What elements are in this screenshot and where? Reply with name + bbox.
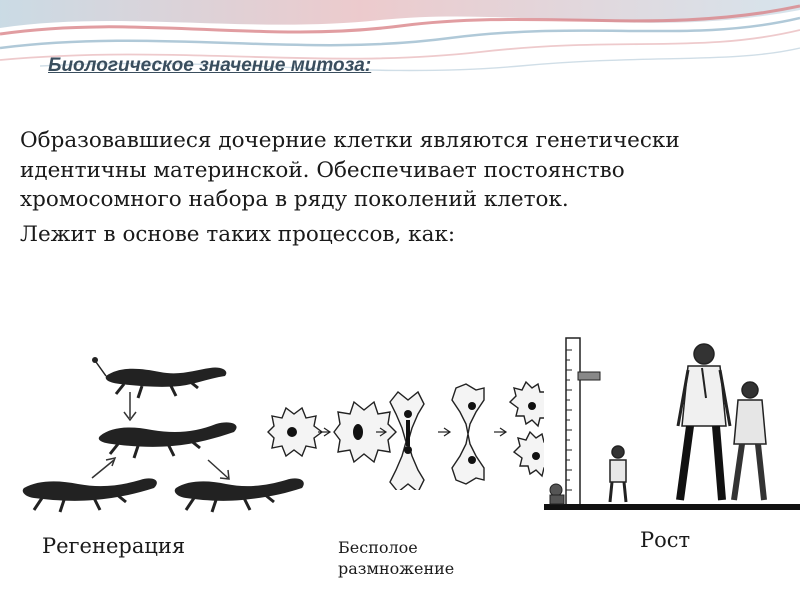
caption-growth: Рост (640, 528, 691, 552)
slide-title: Биологическое значение митоза: (48, 55, 372, 76)
growth-height-illustration (544, 330, 800, 512)
amoeba-4 (452, 384, 484, 484)
caption-regeneration: Регенерация (42, 534, 186, 558)
amoeba-division-illustration (262, 380, 562, 490)
paragraph-identity: Образовавшиеся дочерние клетки являются генетически идентичны материнской. Обеспечивает постоянство хромосомного набора в ряду поколений клеток. (20, 128, 680, 212)
slide-body (20, 126, 790, 249)
caption-asexual-reproduction: Бесполое размножение (338, 538, 455, 578)
paragraph-processes: Лежит в основе таких процессов, как: (20, 221, 456, 247)
